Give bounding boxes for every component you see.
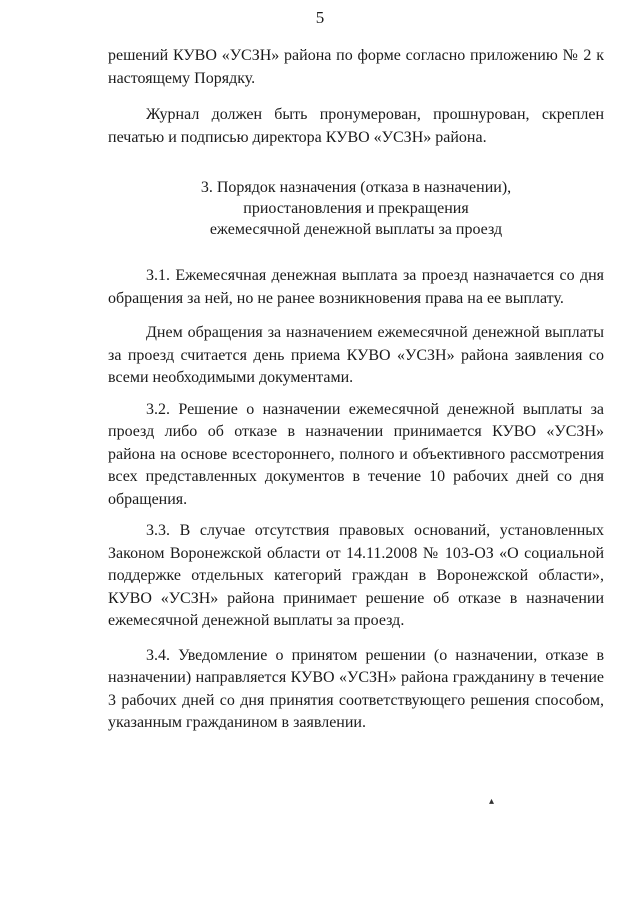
body-text-block (108, 265, 604, 735)
paragraph-continuation: решений КУВО «УСЗН» района по форме согласно приложению № 2 к настоящему Порядку. (108, 47, 604, 87)
section-title-line-1: 3. Порядок назначения (отказа в назначении), (200, 179, 512, 196)
paragraph-3-2: 3.2. Решение о назначении ежемесячной денежной выплаты за проезд либо об отказе в назначении принимается КУВО «УСЗН» района на основе всестороннего, полного и объективного рассмотрения всех представленных документов в течение 10 рабочих дней со дня обращения. (108, 400, 604, 508)
paragraph-3-3: 3.3. В случае отсутствия правовых оснований, установленных Законом Воронежской области от 14.11.2008 № 103-ОЗ «О социальной поддержке отдельных категорий граждан в Воронежской области», КУВО «УСЗН» района принимает решение об отказе в назначении ежемесячной денежной выплаты за проезд. (108, 522, 604, 629)
paragraph-3-1-b: Днем обращения за назначением ежемесячной денежной выплаты за проезд считается день приема КУВО «УСЗН» района заявления со всеми необходимыми документами. (108, 324, 604, 386)
section-title (108, 177, 604, 240)
section-title-line-2: приостановления и прекращения (243, 200, 469, 217)
page-number: 5 (315, 8, 325, 27)
scan-mark: ▴ (489, 796, 495, 807)
paragraph-3-1: 3.1. Ежемесячная денежная выплата за проезд назначается со дня обращения за ней, но не ранее возникновения права на ее выплату. (108, 267, 604, 307)
paragraph-3-4: 3.4. Уведомление о принятом решении (о назначении, отказе в назначении) направляется КУВО «УСЗН» района гражданину в течение 3 рабочих дней со дня принятия соответствующего решения способом, указанным гражданином в заявлении. (108, 646, 604, 731)
section-title-line-3: ежемесячной денежной выплаты за проезд (209, 221, 503, 238)
top-text-block (108, 45, 604, 149)
paragraph-journal: Журнал должен быть пронумерован, прошнурован, скреплен печатью и подписью директора КУВО «УСЗН» района. (108, 106, 604, 146)
